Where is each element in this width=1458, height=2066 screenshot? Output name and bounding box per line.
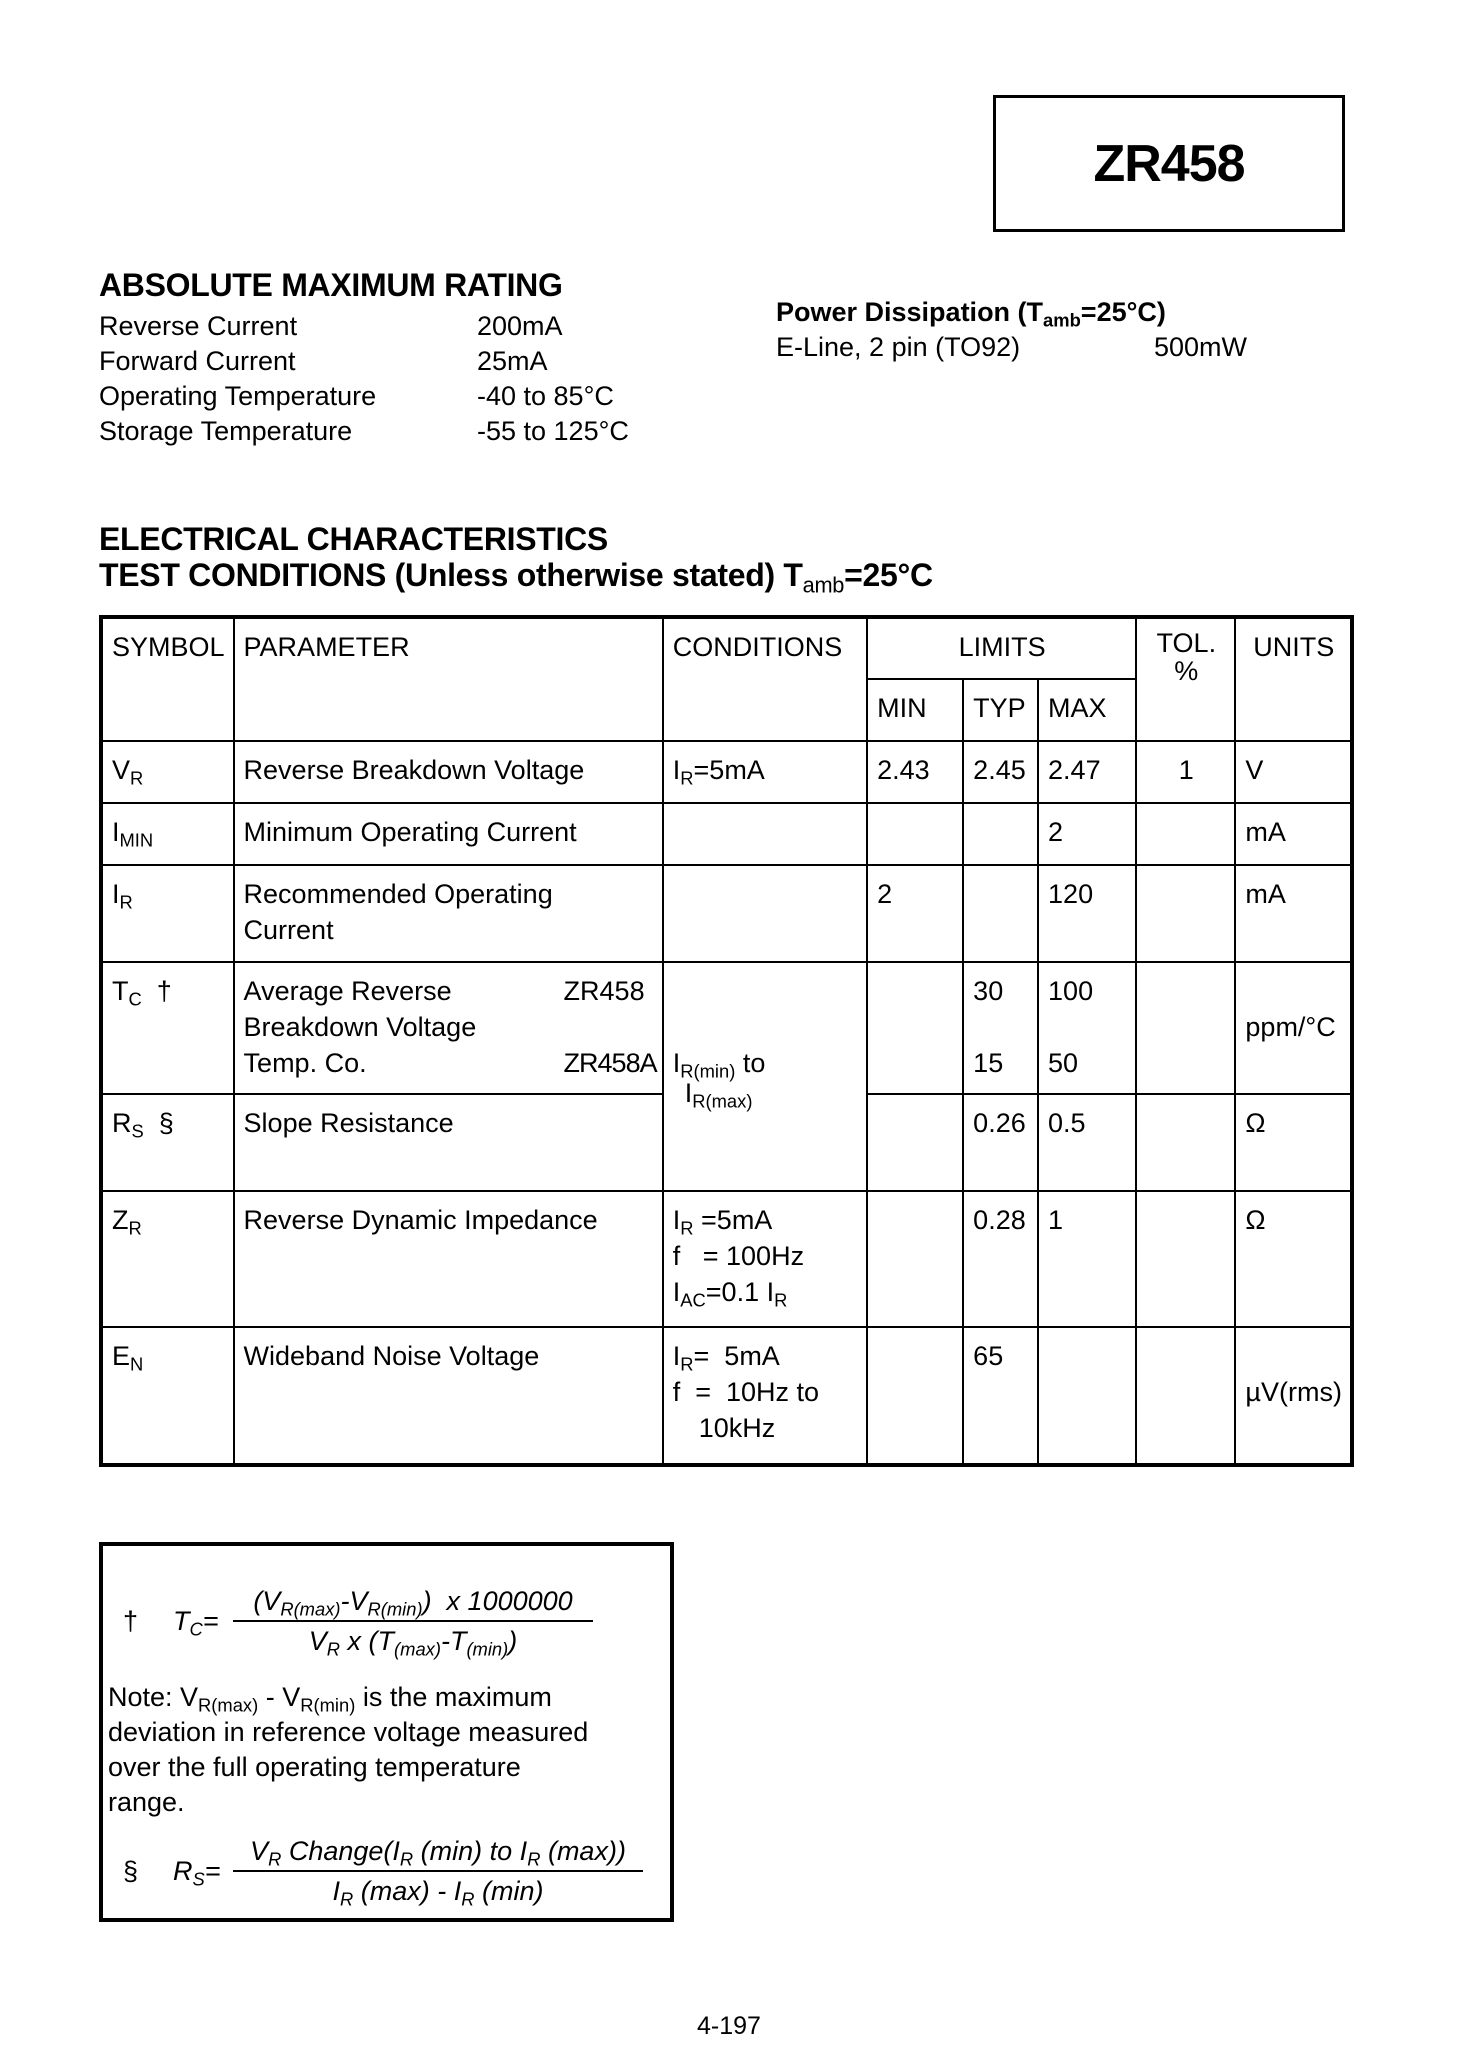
param-line: Breakdown Voltage [243, 1012, 477, 1042]
den-sub: R [339, 1888, 354, 1910]
typ-cell: 0.28 [963, 1191, 1038, 1327]
abs-max-row [99, 414, 629, 449]
tc-fraction-bar [233, 1620, 593, 1622]
symbol-cell [101, 962, 234, 1094]
max-cell [1038, 962, 1136, 1094]
num-mid: -V [340, 1586, 368, 1616]
den: I [332, 1876, 340, 1906]
parameter-cell: Wideband Noise Voltage [234, 1327, 663, 1465]
units-cell: Ω [1235, 1191, 1352, 1327]
param-line: Current [243, 915, 334, 945]
power-value: 500mW [1154, 332, 1248, 362]
typ-cell: 0.26 [963, 1094, 1038, 1191]
abs-max-value: 25mA [477, 346, 548, 376]
param-line [243, 1045, 657, 1081]
max-cell: 0.5 [1038, 1094, 1136, 1191]
symbol-sub: S [131, 1120, 144, 1142]
abs-max-heading: ABSOLUTE MAXIMUM RATING [99, 267, 563, 303]
rs-formula-lhs: $R_S=$ [173, 1856, 221, 1890]
units-cell: V [1235, 741, 1352, 803]
test-cond-text: TEST CONDITIONS (Unless otherwise stated) T [99, 557, 803, 593]
den-post: ) [508, 1626, 518, 1656]
tol-cell [1136, 865, 1235, 962]
note-text: is the maximum [355, 1682, 552, 1712]
typ-cell [963, 962, 1038, 1094]
symbol-cell [101, 1191, 234, 1327]
electrical-characteristics-table [99, 615, 1354, 1467]
cond-sub: AC [680, 1289, 706, 1311]
power-dissipation-heading [776, 295, 1166, 330]
symbol-sub: R [130, 767, 144, 789]
cond-line: f = 100Hz [672, 1241, 805, 1271]
part-number-box [993, 95, 1345, 232]
rs-denominator [233, 1876, 643, 1910]
den: V [308, 1626, 327, 1656]
units-cell: mA [1235, 803, 1352, 865]
tc-formula-lhs: $T_C=$ [173, 1606, 219, 1640]
max-value: 100 [1048, 976, 1094, 1006]
note-line: over the full operating temperature [108, 1752, 521, 1782]
header-conditions: CONDITIONS [663, 617, 867, 741]
abs-max-label: Reverse Current [99, 311, 298, 341]
den-sub: R [461, 1888, 475, 1910]
table-row [101, 865, 1352, 962]
note-text: - V [258, 1682, 301, 1712]
tol-cell [1136, 962, 1235, 1094]
min-cell [867, 803, 963, 865]
conditions-cell [663, 803, 867, 865]
den-sub: (min) [466, 1638, 509, 1660]
footnote-mark: § [158, 1108, 174, 1138]
symbol: V [112, 755, 131, 785]
num-post: (min) to I [413, 1836, 528, 1866]
num-post: (max)) [540, 1836, 626, 1866]
header-limits: LIMITS [867, 617, 1136, 679]
cond-line [673, 1202, 858, 1238]
note-line: range. [108, 1787, 185, 1817]
page-number: 4-197 [697, 2012, 761, 2040]
symbol: R [112, 1108, 132, 1138]
power-row [776, 330, 1247, 365]
max-cell: 120 [1038, 865, 1136, 962]
test-conditions-heading [99, 557, 933, 598]
lhs: R [173, 1856, 193, 1886]
symbol-sub: N [130, 1353, 144, 1375]
cond-post: = 5mA [693, 1341, 780, 1371]
tc-denominator [233, 1626, 593, 1660]
cond-sub: R [680, 1217, 694, 1239]
section-mark: § [123, 1856, 139, 1886]
cond-sub: R [774, 1289, 788, 1311]
symbol-sub: R [119, 891, 133, 913]
tol-cell [1136, 1191, 1235, 1327]
symbol-cell [101, 741, 234, 803]
num: V [250, 1836, 269, 1866]
header-tol-unit: % [1174, 656, 1199, 686]
header-symbol: SYMBOL [101, 617, 234, 741]
abs-max-value: -40 to 85°C [477, 381, 614, 411]
cond: I [672, 1048, 681, 1078]
conditions-cell [663, 741, 867, 803]
min-cell [867, 1094, 963, 1191]
abs-max-value: 200mA [477, 311, 563, 341]
elec-heading: ELECTRICAL CHARACTERISTICS [99, 521, 608, 557]
abs-max-list [99, 309, 629, 449]
min-cell: 2 [867, 865, 963, 962]
dagger-mark: † [123, 1606, 139, 1636]
abs-max-row [99, 309, 629, 344]
num-sub: R(min) [367, 1598, 423, 1620]
typ-cell [963, 865, 1038, 962]
power-heading-sub: amb [1043, 309, 1081, 331]
num-sub: R(max) [280, 1598, 341, 1620]
table-row [101, 803, 1352, 865]
param-line: Recommended Operating [243, 879, 553, 909]
symbol: Z [112, 1205, 129, 1235]
symbol-sub: R [128, 1217, 142, 1239]
rs-fraction-bar [233, 1870, 643, 1872]
param-text: Average Reverse [243, 976, 452, 1006]
cond: I [684, 1078, 693, 1108]
units-cell: ppm/°C [1235, 962, 1352, 1094]
note-line [108, 1680, 668, 1715]
cond: I [672, 1277, 681, 1307]
max-cell: 2 [1038, 803, 1136, 865]
max-cell [1038, 1327, 1136, 1465]
num-sub: R [399, 1848, 414, 1870]
lhs-sub: C [189, 1618, 203, 1640]
den-mid: (max) - I [353, 1876, 462, 1906]
cond-post: =5mA [693, 755, 765, 785]
min-cell: 2.43 [867, 741, 963, 803]
typ-value: 30 [973, 976, 1004, 1006]
tol-cell [1136, 1094, 1235, 1191]
param-text: Temp. Co. [243, 1048, 367, 1078]
header-min: MIN [867, 679, 963, 741]
num-sub: R [527, 1848, 541, 1870]
units-cell: µV(rms) [1235, 1327, 1352, 1465]
cond-line: 10kHz [698, 1413, 776, 1443]
symbol: E [112, 1341, 131, 1371]
den-post: (min) [474, 1876, 544, 1906]
conditions-cell [663, 865, 867, 962]
abs-max-label: Forward Current [99, 346, 296, 376]
symbol: T [112, 976, 129, 1006]
variant-label: ZR458A [563, 1048, 657, 1078]
units-cell: mA [1235, 865, 1352, 962]
parameter-cell [234, 865, 663, 962]
cond-post: to [735, 1048, 766, 1078]
min-cell [867, 962, 963, 1094]
footnote-mark: † [156, 976, 172, 1006]
symbol-cell [101, 865, 234, 962]
table-header-row [101, 617, 1352, 679]
header-tol-label: TOL. [1156, 628, 1217, 658]
cond-sub: R [680, 1353, 694, 1375]
cond-line: f = 10Hz to [672, 1377, 820, 1407]
abs-max-label: Storage Temperature [99, 416, 353, 446]
conditions-cell [663, 1191, 867, 1327]
den-sub: (max) [394, 1638, 441, 1660]
note-line: deviation in reference voltage measured [108, 1717, 589, 1747]
header-typ: TYP [963, 679, 1038, 741]
abs-max-value: -55 to 125°C [477, 416, 629, 446]
cond-post: =5mA [693, 1205, 773, 1235]
abs-max-row [99, 344, 629, 379]
typ-cell [963, 803, 1038, 865]
power-heading-text: Power Dissipation (T [776, 297, 1044, 327]
tol-cell [1136, 803, 1235, 865]
power-package: E-Line, 2 pin (TO92) [776, 332, 1021, 362]
rs-numerator [233, 1836, 643, 1870]
table-row [101, 962, 1352, 1094]
parameter-cell: Reverse Dynamic Impedance [234, 1191, 663, 1327]
symbol-sub: MIN [119, 829, 154, 851]
typ-value: 15 [973, 1048, 1004, 1078]
symbol-cell [101, 803, 234, 865]
header-tol [1136, 617, 1235, 741]
note-sub: R(min) [300, 1694, 356, 1716]
num-sub: R [268, 1848, 282, 1870]
max-cell: 1 [1038, 1191, 1136, 1327]
note-sub: R(max) [198, 1694, 259, 1716]
table-row [101, 741, 1352, 803]
header-max: MAX [1038, 679, 1136, 741]
test-cond-post: =25°C [844, 557, 933, 593]
variant-label: ZR458 [563, 976, 645, 1006]
den-mid: x (T [340, 1626, 395, 1656]
header-parameter: PARAMETER [234, 617, 663, 741]
max-cell: 2.47 [1038, 741, 1136, 803]
lhs-sub: S [192, 1868, 205, 1890]
abs-max-row [99, 379, 629, 414]
typ-cell: 2.45 [963, 741, 1038, 803]
conditions-cell [663, 962, 867, 1191]
parameter-cell: Minimum Operating Current [234, 803, 663, 865]
symbol: I [112, 879, 120, 909]
table-row [101, 1191, 1352, 1327]
cond-sub: R [680, 767, 694, 789]
cond-sub: R(max) [692, 1090, 753, 1112]
abs-max-label: Operating Temperature [99, 381, 377, 411]
cond: I [672, 1341, 681, 1371]
max-value: 50 [1048, 1048, 1079, 1078]
param-line [244, 973, 654, 1009]
cond: I [672, 755, 681, 785]
part-number: ZR458 [1093, 134, 1245, 193]
tc-numerator [233, 1586, 593, 1620]
cond-line [673, 1078, 858, 1112]
lhs: T [173, 1606, 190, 1636]
tol-cell [1136, 1327, 1235, 1465]
cond-sub: R(min) [680, 1060, 736, 1082]
parameter-cell: Slope Resistance [234, 1094, 663, 1191]
min-cell [867, 1327, 963, 1465]
num-post: ) x 1000000 [422, 1586, 573, 1616]
cond-line [673, 1045, 858, 1081]
test-cond-sub: amb [802, 572, 845, 598]
note-text: Note: V [108, 1682, 199, 1712]
cond: I [672, 1205, 681, 1235]
symbol: I [112, 817, 120, 847]
conditions-cell [663, 1327, 867, 1465]
den-mid: -T [440, 1626, 467, 1656]
cond-line [673, 1338, 858, 1374]
footnote-box [99, 1542, 674, 1922]
power-heading-post: =25°C) [1080, 297, 1166, 327]
min-cell [867, 1191, 963, 1327]
num-post: Change(I [281, 1836, 400, 1866]
cond-post: =0.1 I [705, 1277, 775, 1307]
cond-line [673, 1274, 858, 1310]
symbol-sub: C [128, 988, 142, 1010]
symbol-cell [101, 1094, 234, 1191]
footnote-note [108, 1680, 668, 1820]
header-units: UNITS [1235, 617, 1352, 741]
parameter-cell [234, 962, 663, 1094]
units-cell: Ω [1235, 1094, 1352, 1191]
typ-cell: 65 [963, 1327, 1038, 1465]
table-row [101, 1327, 1352, 1465]
num: (V [253, 1586, 281, 1616]
parameter-cell: Reverse Breakdown Voltage [234, 741, 663, 803]
den-sub: R [326, 1638, 341, 1660]
symbol-cell [101, 1327, 234, 1465]
tol-cell: 1 [1136, 741, 1235, 803]
